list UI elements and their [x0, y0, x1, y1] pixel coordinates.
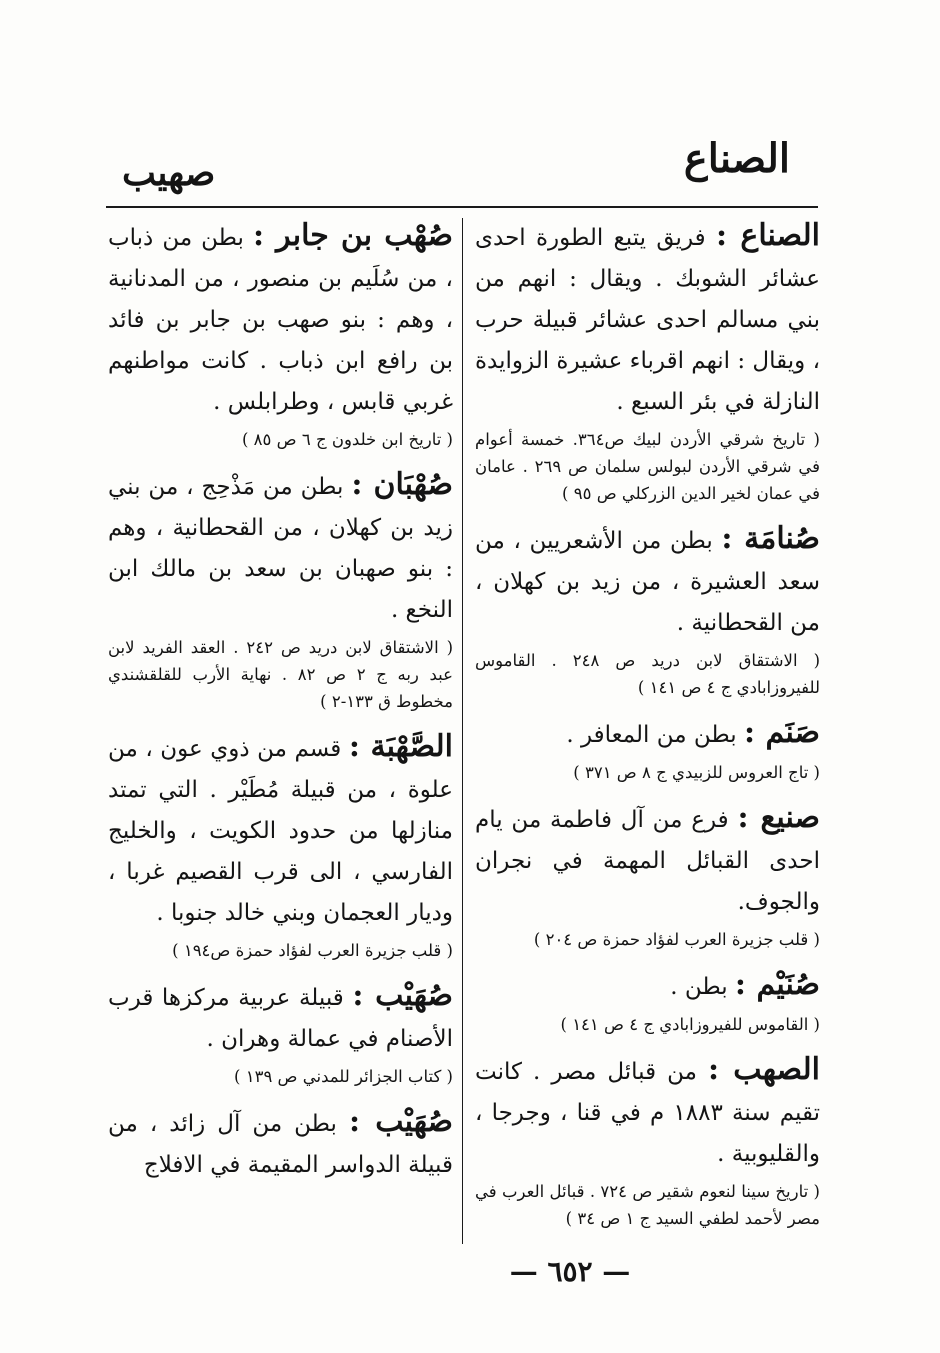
entry-text: فريق يتبع الطورة احدى عشائر الشوبك . ويقال : انهم من بني مسالم احدى عشائر قبيلة حرب ، ويقال : انهم اقرباء عشيرة الزوايدة النازلة في بئر السبع . [475, 225, 820, 415]
right-column [475, 215, 820, 1243]
entry-alsahba [108, 726, 453, 964]
entry-sunama [475, 518, 820, 701]
entry-text: فرع من آل فاطمة من يام احدى القبائل المهمة في نجران والجوف. [475, 807, 820, 915]
entry-reference: ( تاج العروس للزبيدي ج ٨ ص ٣٧١ ) [573, 763, 820, 782]
entry-reference: ( كتاب الجزائر للمدني ص ١٣٩ ) [234, 1067, 453, 1086]
entry-text: قسم من ذوي عون ، من علوة ، من قبيلة مُطَيْر . التي تمتد منازلها من حدود الكويت ، والخليج الفارسي ، الى قرب القصيم غربا ، وديار العجمان وبني خالد جنوبا . [108, 736, 453, 926]
entry-head: صُهَيْب : [348, 1104, 454, 1139]
running-head-right: الصناع [683, 135, 790, 182]
entry-reference: ( قلب جزيرة العرب لفؤاد حمزة ص ٢٠٤ ) [533, 930, 820, 949]
entry-head: صُنَيْم : [734, 967, 820, 1002]
entry-text: من قبائل مصر . كانت تقيم سنة ١٨٨٣ م في قنا ، وجرجا ، والقليوبية . [475, 1059, 820, 1167]
entry-head: صُهْب بن جابر : [252, 218, 453, 253]
entry-suhayb-1 [108, 975, 453, 1090]
entry-head: الصناع : [715, 218, 821, 253]
entry-head: الصَّهْبَة : [348, 729, 453, 764]
entry-text: قبيلة عربية مركزها قرب الأصنام في عمالة وهران . [108, 985, 453, 1052]
entry-sunaym [475, 964, 820, 1038]
entry-head: صُهَيْب : [352, 978, 453, 1013]
entry-text: بطن من آل زائد ، من قبيلة الدواسر المقيمة في الافلاج [108, 1111, 453, 1178]
entry-alsuhb [475, 1049, 820, 1232]
entry-sunay [475, 797, 820, 953]
entry-suhban [108, 464, 453, 715]
entry-reference: ( تاريخ سينا لنعوم شقير ص ٧٢٤ . قبائل العرب في مصر لأحمد لطفي السيد ج ١ ص ٣٤ ) [475, 1182, 820, 1228]
entry-text: بطن من مَذْحِج ، من بني زيد بن كهلان ، من القحطانية ، وهم : بنو صهبان بن سعد بن مالك ابن النخع . [108, 474, 453, 623]
entry-text: بطن . [670, 974, 728, 1000]
entry-head: صنيع : [737, 800, 821, 835]
entry-reference: ( تاريخ شرقي الأردن لبيك ص٣٦٤. خمسة أعوام في شرقي الأردن لبولس سلمان ص ٢٦٩ . عامان في عمان لخير الدين الزركلي ص ٩٥ ) [475, 430, 820, 503]
entry-reference: ( قلب جزيرة العرب لفؤاد حمزة ص١٩٤ ) [172, 941, 453, 960]
entry-reference: ( الاشتقاق لابن دريد ص ٢٤٨ . القاموس للفيروزابادي ج ٤ ص ١٤١ ) [475, 651, 821, 697]
page-number: — ٦٥٢ — [509, 1255, 631, 1288]
entry-head: صُنامَة : [721, 521, 821, 556]
entry-sanam [475, 712, 820, 786]
entry-text: بطن من الأشعريين ، من سعد العشيرة ، من زيد بن كهلان ، من القحطانية . [475, 528, 820, 636]
entry-suhayb-2 [108, 1101, 453, 1186]
entry-reference: ( الاشتقاق لابن دريد ص ٢٤٢ . العقد الفريد لابن عبد ربه ج ٢ ص ٨٢ . نهاية الأرب للقلقشندي مخطوط ق ١٣٣-٢ ) [108, 638, 454, 711]
entry-head: الصهب : [708, 1052, 821, 1087]
column-divider [462, 218, 463, 1244]
entry-head: صَنَم : [743, 715, 820, 750]
entry-text: بطن من ذباب ، من سُلَيم بن منصور ، من المدنانية ، وهم : بنو صهب بن جابر بن فائد بن رافع ابن ذباب . كانت مواطنهم غربي قابس ، وطرابلس . [108, 225, 453, 415]
entry-reference: ( تاريخ ابن خلدون ج ٦ ص ٨٥ ) [241, 430, 453, 449]
header-rule [106, 206, 818, 208]
left-column [108, 215, 453, 1186]
running-head-left: صهيب [122, 152, 216, 194]
entry-alsunna [475, 215, 820, 507]
entry-suhb-bin-jabir [108, 215, 453, 453]
entry-head: صُهْبَان : [351, 467, 453, 502]
entry-reference: ( القاموس للفيروزابادي ج ٤ ص ١٤١ ) [560, 1015, 820, 1034]
entry-text: بطن من المعافر . [566, 722, 737, 748]
